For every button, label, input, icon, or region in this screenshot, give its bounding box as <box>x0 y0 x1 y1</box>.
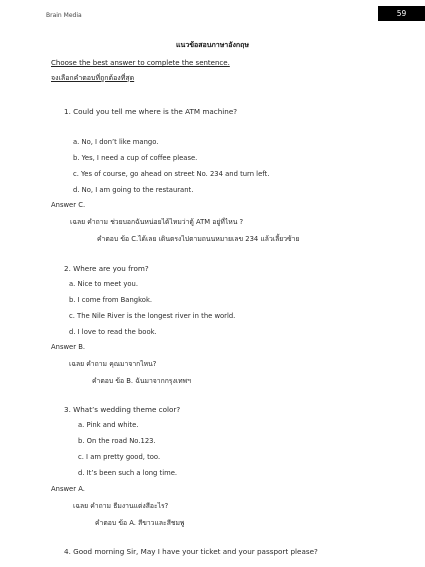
q3-option-b: b. On the road No.123. <box>78 437 156 445</box>
q1-explain-question: เฉลย คำถาม ช่วยบอกฉันหน่อยได้ไหมว่าตู้ ATM อยู่ที่ไหน ? <box>70 218 244 226</box>
question-1: 1. Could you tell me where is the ATM machine? <box>64 107 238 116</box>
q2-option-c: c. The Nile River is the longest river in the world. <box>69 312 236 320</box>
q1-option-a: a. No, I don’t like mango. <box>73 138 159 146</box>
q3-option-a: a. Pink and white. <box>78 421 139 429</box>
q2-option-b: b. I come from Bangkok. <box>69 296 153 304</box>
q2-option-a: a. Nice to meet you. <box>69 280 138 288</box>
question-2: 2. Where are you from? <box>64 264 149 273</box>
q2-explain-answer: คำตอบ ข้อ B. ฉันมาจากกรุงเทพฯ <box>92 377 191 385</box>
page-title: แนวข้อสอบภาษาอังกฤษ <box>176 41 249 49</box>
q1-explain-answer: คำตอบ ข้อ C.ได้เลย เดินตรงไปตามถนนหมายเลข 234 แล้วเลี้ยวซ้าย <box>97 235 300 243</box>
q2-answer: Answer B. <box>51 343 86 351</box>
q2-option-d: d. I love to read the book. <box>69 328 157 336</box>
question-3: 3. What’s wedding theme color? <box>64 405 181 414</box>
q3-option-c: c. I am pretty good, too. <box>78 453 161 461</box>
q2-explain-question: เฉลย คำถาม คุณมาจากไหน? <box>69 360 157 368</box>
q1-option-c: c. Yes of course, go ahead on street No. 234 and turn left. <box>73 170 270 178</box>
brand-name: Brain Media <box>46 12 82 19</box>
q3-option-d: d. It’s been such a long time. <box>78 469 178 477</box>
q3-answer: Answer A. <box>51 485 85 493</box>
instruction-thai: จงเลือกคำตอบที่ถูกต้องที่สุด <box>51 74 135 82</box>
q1-option-b: b. Yes, I need a cup of coffee please. <box>73 154 198 162</box>
q3-explain-answer: คำตอบ ข้อ A. สีขาวและสีชมพู <box>95 519 185 527</box>
page-number: 59 <box>378 6 425 21</box>
instruction-english: Choose the best answer to complete the sentence. <box>51 59 230 67</box>
question-4: 4. Good morning Sir, May I have your ticket and your passport please? <box>64 547 318 556</box>
q1-answer: Answer C. <box>51 201 86 209</box>
q3-explain-question: เฉลย คำถาม ธีมงานแต่งสีอะไร? <box>73 502 169 510</box>
q1-option-d: d. No, I am going to the restaurant. <box>73 186 194 194</box>
